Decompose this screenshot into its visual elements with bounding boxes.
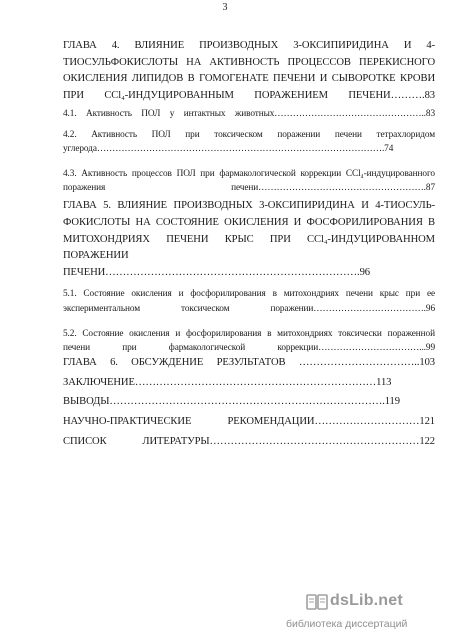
watermark-brand: dsLib.net [330,592,403,609]
toc-entry-4-3: 4.3. Активность процессов ПОЛ при фармакологической коррекции ССl₄-индуцированного поражения печени……………………………………………….87 [63,168,435,194]
toc-entry-chapter-4: ГЛАВА 4. ВЛИЯНИЕ ПРОИЗВОДНЫХ 3-ОКСИПИРИДИНА И 4-ТИОСУЛЬФОКИСЛОТЫ НА АКТИВНОСТЬ ПРОЦЕССОВ ПЕРЕКИСНОГО ОКИСЛЕНИЯ ЛИПИДОВ В ГОМОГЕНАТЕ ПЕЧЕНИ И СЫВОРОТКЕ КРОВИ ПРИ ССl₄-ИНДУЦИРОВАННЫМ ПОРАЖЕНИЕМ ПЕЧЕНИ……….83 [63,40,435,101]
dslib-logo-icon [306,592,328,612]
table-of-contents [63,38,435,450]
toc-entry-4-1: 4.1. Активность ПОЛ у интактных животных…………………………………………..83 [63,109,435,120]
toc-entry-references: СПИСОК ЛИТЕРАТУРЫ……………………………………………………122 [63,435,435,447]
toc-entry-5-2: 5.2. Состояние окисления и фосфорилирования в митохондриях токсически пораженной печени при фармакологической коррекции……………………………...99 [63,328,435,353]
toc-entry-recommendations: НАУЧНО-ПРАКТИЧЕСКИЕ РЕКОМЕНДАЦИИ…………………………121 [63,415,435,427]
watermark-tagline: библиотека диссертаций [286,618,408,630]
toc-entry-chapter-5: ГЛАВА 5. ВЛИЯНИЕ ПРОИЗВОДНЫХ 3-ОКСИПИРИДИНА И 4-ТИОСУЛЬ-ФОКИСЛОТЫ НА СОСТОЯНИЕ ОКИСЛЕНИЯ И ФОСФОРИЛИРОВАНИЯ В МИТОХОНДРИЯХ ПЕЧЕНИ КРЫС ПРИ ССl₄-ИНДУЦИРОВАННОМ ПОРАЖЕНИИ ПЕЧЕНИ……………………………………………………………….96 [63,200,435,278]
toc-entry-chapter-6: ГЛАВА 6. ОБСУЖДЕНИЕ РЕЗУЛЬТАТОВ ……………………………..103 [63,357,435,369]
page-number: 3 [222,2,228,13]
toc-entry-findings: ВЫВОДЫ…………………………………………………………………….119 [63,396,400,408]
toc-entry-5-1: 5.1. Состояние окисления и фосфорилирования в митохондриях печени крыс при ее экспериментальном токсическом поражении……………………………….96 [63,289,435,314]
toc-entry-conclusion: ЗАКЛЮЧЕНИЕ……………………………………………………………113 [63,376,392,388]
toc-entry-4-2: 4.2. Активность ПОЛ при токсическом поражении печени тетрахлоридом углерода………………………………………………………………………………….74 [63,129,435,154]
